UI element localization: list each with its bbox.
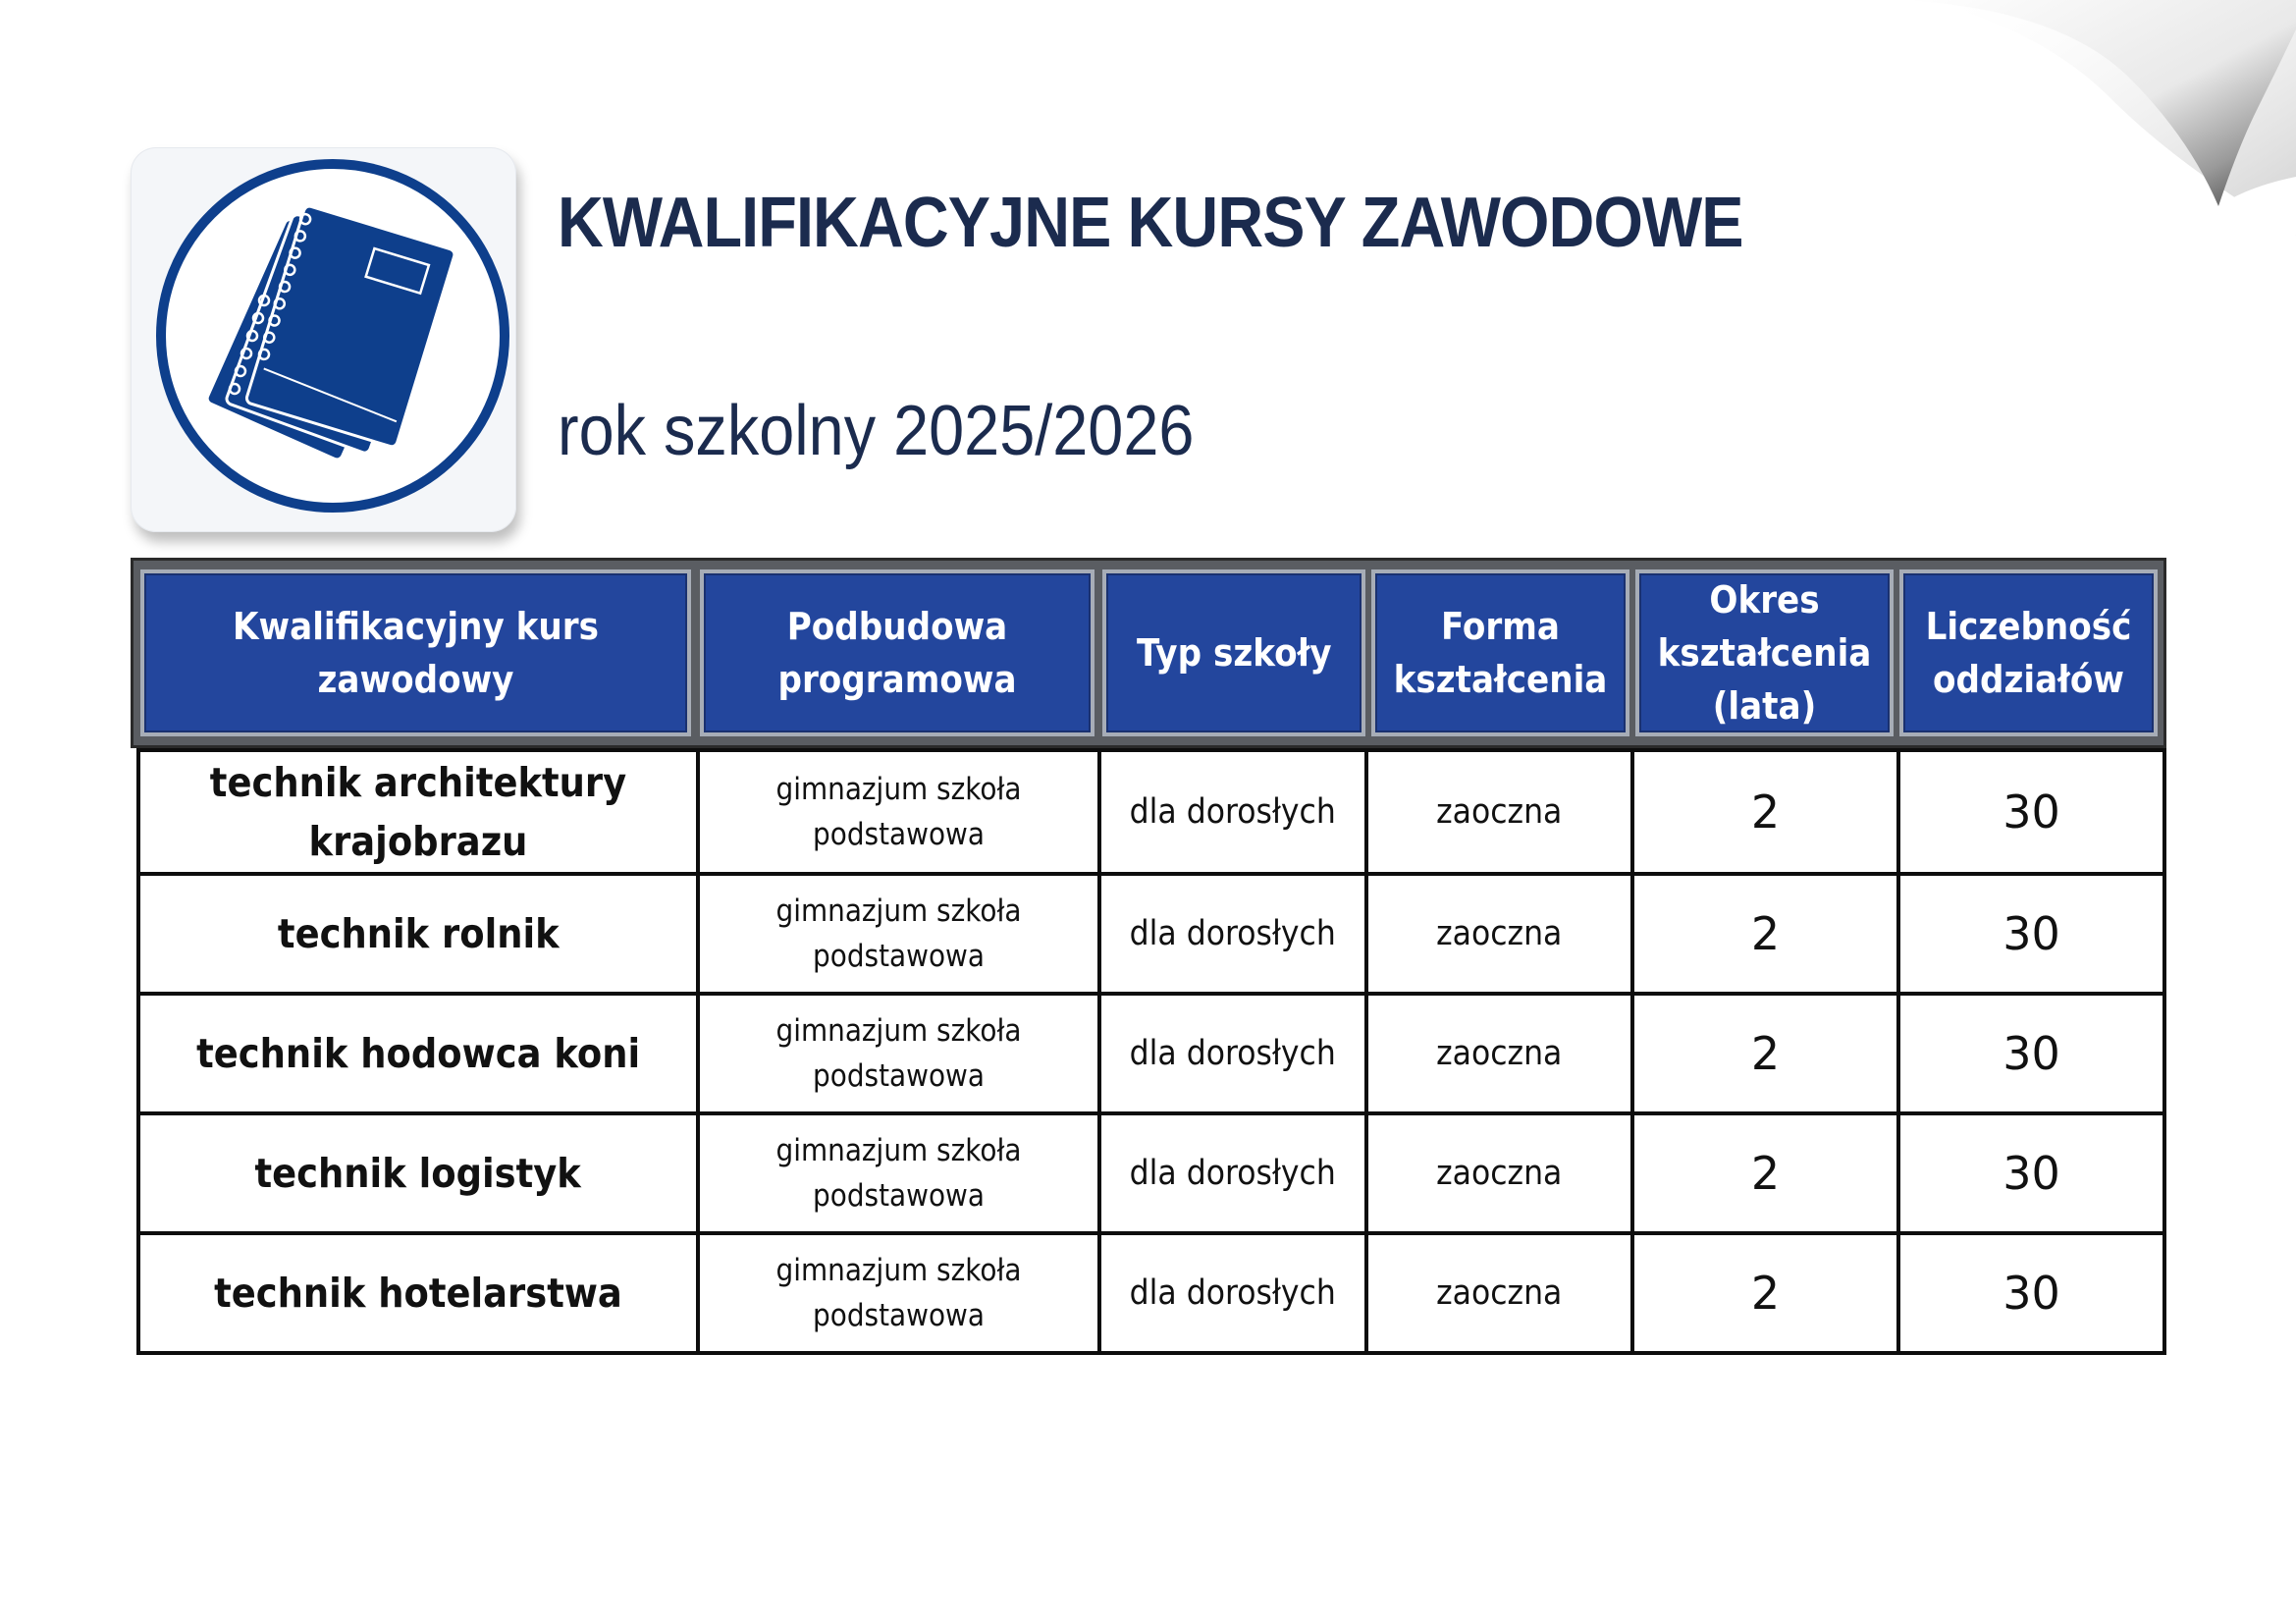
- study-form: zaoczna: [1366, 1113, 1632, 1233]
- study-form: zaoczna: [1366, 1233, 1632, 1353]
- course-name: technik hodowca koni: [138, 994, 698, 1113]
- page-subtitle: rok szkolny 2025/2026: [558, 392, 1195, 470]
- page-title: KWALIFIKACYJNE KURSY ZAWODOWE: [558, 184, 1743, 262]
- table-row: [138, 874, 2164, 994]
- school-type: dla dorosłych: [1099, 1233, 1366, 1353]
- program-base: gimnazjum szkoła podstawowa: [698, 994, 1099, 1113]
- program-base: gimnazjum szkoła podstawowa: [698, 874, 1099, 994]
- column-header: Okres kształcenia (lata): [1635, 569, 1894, 736]
- column-header: Forma kształcenia: [1371, 569, 1629, 736]
- logo-tile: [131, 147, 516, 532]
- column-header: Podbudowa programowa: [700, 569, 1095, 736]
- study-form: zaoczna: [1366, 874, 1632, 994]
- study-years: 2: [1632, 1233, 1898, 1353]
- study-form: zaoczna: [1366, 994, 1632, 1113]
- class-size: 30: [1898, 874, 2164, 994]
- program-base: gimnazjum szkoła podstawowa: [698, 1113, 1099, 1233]
- class-size: 30: [1898, 1113, 2164, 1233]
- study-years: 2: [1632, 750, 1898, 874]
- table-row: [138, 750, 2164, 874]
- study-years: 2: [1632, 994, 1898, 1113]
- school-type: dla dorosłych: [1099, 874, 1366, 994]
- notebooks-icon: [131, 147, 516, 532]
- class-size: 30: [1898, 750, 2164, 874]
- study-form: zaoczna: [1366, 750, 1632, 874]
- course-name: technik rolnik: [138, 874, 698, 994]
- program-base: gimnazjum szkoła podstawowa: [698, 750, 1099, 874]
- course-name: technik architektury krajobrazu: [138, 750, 698, 874]
- class-size: 30: [1898, 1233, 2164, 1353]
- study-years: 2: [1632, 874, 1898, 994]
- school-type: dla dorosłych: [1099, 750, 1366, 874]
- course-name: technik logistyk: [138, 1113, 698, 1233]
- column-header: Typ szkoły: [1102, 569, 1365, 736]
- course-name: technik hotelarstwa: [138, 1233, 698, 1353]
- table-row: [138, 1113, 2164, 1233]
- page-curl-decoration: [1885, 0, 2296, 236]
- column-header: Liczebność oddziałów: [1899, 569, 2158, 736]
- class-size: 30: [1898, 994, 2164, 1113]
- table-row: [138, 1233, 2164, 1353]
- study-years: 2: [1632, 1113, 1898, 1233]
- table-body: [136, 748, 2166, 1355]
- school-type: dla dorosłych: [1099, 1113, 1366, 1233]
- table-row: [138, 994, 2164, 1113]
- school-type: dla dorosłych: [1099, 994, 1366, 1113]
- column-header: Kwalifikacyjny kurs zawodowy: [140, 569, 691, 736]
- program-base: gimnazjum szkoła podstawowa: [698, 1233, 1099, 1353]
